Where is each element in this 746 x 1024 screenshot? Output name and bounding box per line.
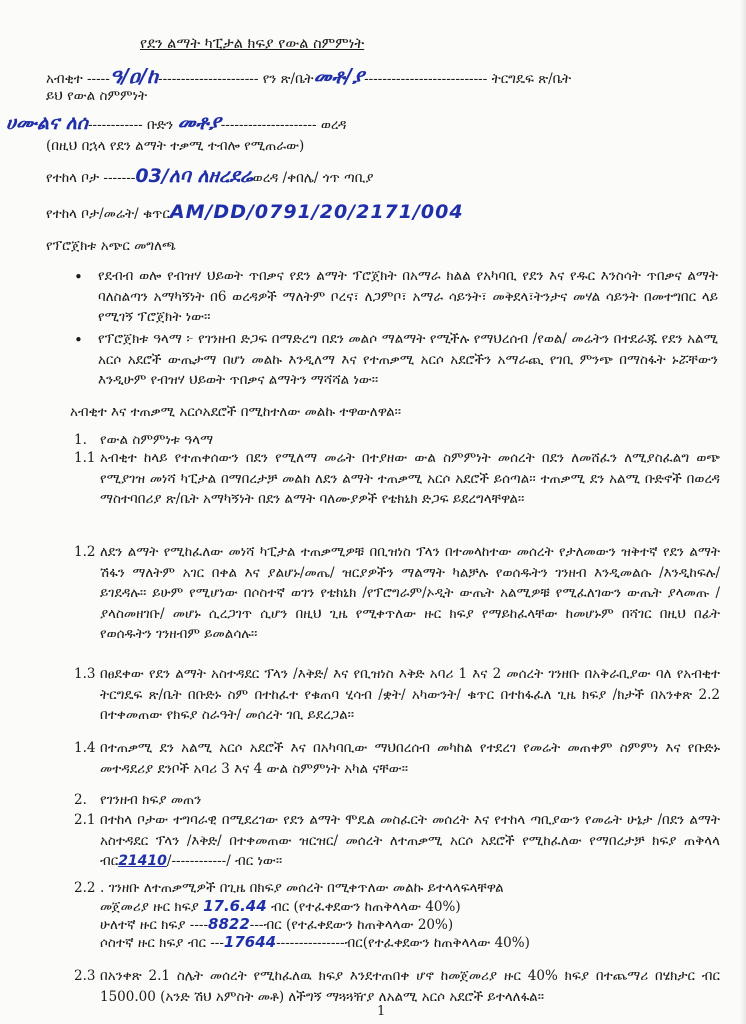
handwritten-amount: 8822 [208,915,250,933]
item-number: 1.2 [74,544,96,560]
label: ወረዳ /ቀበሌ/ ጎጥ ጣቢያ [252,170,374,186]
handwritten-plot-number: AM/DD/0791/20/2171/004 [169,201,464,223]
section-item: በተጠቃሚ ደን አልሚ አርሶ አደሮች እና በአካባቢው ማህበረሰብ መካከል የተደረገ የመሬት መጠቀም ስምምነ እና የቡድኑ መተዳደሪያ ደንቦች አባሪ 3 እና 4 ውል ስምምነት አካል ናቸው፡፡ [100,740,720,777]
section-item: በአንቀጽ 2.1 ስሌት መሰረት የሚከፈለዉ ክፍያ እንደተጠበቀ ሆኖ ከመጀመሪያ ዙር 40% ክፍያ በተጨማሪ በሄክታር ብር 1500.00 (አንድ ሽህ አምስት መቶ) ለችግኝ ማጓጓዥያ ለአልሚ አርሶ አደሮች ይተላለፋል፡፡ [100,968,720,1005]
bullet-item: የፕሮጀክቱ ዓላማ ፦ የገንዘብ ድጋፍ በማድረግ በደን መልሶ ማልማት የሚችሉ የማህረሰብ /የወል/ መሬትን በተደራጁ የደን አልሚ አርሶ አደሮች ውጤታማ በሆነ መልኩ እንዲለማ እና የተጠቃሚ አርሶ አደሮችን አማራጪ የገቢ ምንጭ በማስፋት ኑሯቸውን እንዲሁም የብዝሃ ህይወት ጥበቃና ልማትን ማሻሻል ነው፡፡ [98,331,718,388]
payment-label: መጀመሪያ ዙር ክፍያ [100,899,199,915]
item-text: በተከላ ቦታው ተግባራዊ በሚደረገው የደን ልማት ሞዴል መስፈርት መሰረት እና የተከላ ጣቢያውን የመሬት ሁኔታ /በደን ልማት አስተዳደር ፕላን /እቅድ/ በተቀመጠው ዝርዝር/ መሰረት ለተጠቃሚ አርሶ አደሮች የሚከፈለው የማበረታቻ ክፍያ ጠቅላላ ብር [100,812,720,869]
item-number: 2.1 [74,812,96,828]
payment-row [100,932,530,953]
payment-label: ሶስተኛ ዙር ክፍያ ብር --- [100,935,224,951]
item-number: 1.4 [74,740,96,756]
section-item: ለደን ልማት የሚከፈለው መነሻ ካፒታል ተጠቃሚዎቹ በቢዝነስ ፕላን በተመላከተው መሰረት የታለመውን ዝቅተኛ የደን ልማት ሽፋን ማለትም አገር በቀል እና ያልሆኑ/መጤ/ ዝርያዎችን ማልማት ካልቻሉ የወሰዱትን ገንዘብ እንዲመልሱ /እንዲከፍሉ/ ይገደዳሉ፡፡ ይሁም የሚሆነው በሶስተኛ ወገን የቴክኒክ /የፕሮግራም/ኦዲት ውጤት አልሚዎቹ የሚፈለገውን ውጤት ያላመጡ /ያላስመዘገቡ/ መሆኑ ሲረጋገጥ ሲሆን በዚህ ጊዜ የሚቀጥለው ዙር ክፍያ የማይከፈላቸው ከመሆኑም በሻገር በዚህ በፊት የወሰዱትን ገንዘብም ይመልሳሉ፡፡ [100,544,720,642]
section-item: አብቂተ ከላይ የተጠቀሰውን በደን የሚለማ መሬት በተያዘው ውል ስምምነት መሰረት በደን ለመሸፈን ለሚያስፈልግ ወጭ የሚያገዝ መነሻ ካፒታል በማበረታቻ መልክ ለደን ልማት ተጠቃሚ አርሶ አደሮች ይሰጣል፡፡ ተጠቃሚ ደን አልሚ ቡድኖች በወረዳ ማስተባበሪያ ጽ/ቤት አማካኝነት በደን ልማት ባለሙያዎች የቴክኒክ ድጋፍ ይደረግላቸዋል፡፡ [100,450,720,507]
section-heading: የውል ስምምነቱ ዓላማ [100,432,214,448]
page-number: 1 [377,1004,386,1019]
handwritten-name: ሀሙልና ለሰ [6,112,88,134]
intro-line: አብቂተ እና ተጠቃሚ አርሶአደሮች በሚከተለው መልኩ ተዋውለዋል፡፡ [70,404,402,420]
item-number: 2.2 [74,880,96,896]
label: የተከላ ቦታ ------- [46,170,136,186]
section-number: 1. [74,432,87,448]
scan-edge-shadow [740,0,746,1024]
project-summary-heading: የፕሮጀክቱ አጭር መግለጫ [46,238,176,254]
bullet-item: የደብብ ወሎ የብዝሃ ህይወት ጥበቃና የደን ልማት ፕሮጀክት በአማራ ክልል የአካባቢ የደን እና የዱር እንስሳት ጥበቃና ልማት ባለስልጣን አማካኝነት በ6 ወረዳዎች ማለትም ቦረና፣ ለጋምቦ፣ አማራ ሳይንት፣ መቅደላ፣ትንታና መሃል ሳይንት በመተግበር ላይ የሚገኝ ፕሮጀክት ነው፡፡ [98,268,718,325]
label: ---------------------- የን ጽ/ቤት [158,71,314,87]
payment-note: ---ብር (የተፈቀደውን ከጠቅላላው 20%) [249,917,454,933]
item-number: 1.1 [74,450,96,466]
section-item: . ገንዘቡ ለተጠቃሚዎች በጊዜ በክፍያ መሰረት በሚቀጥለው መልኩ ይተላላፍላቸዋል [100,880,504,896]
handwritten-amount: 17.6.44 [203,897,267,915]
label: የተከላ ቦታ/መሬት/ ቁጥር [46,206,170,222]
header-line-3 [6,112,346,135]
header-line-5 [46,166,374,188]
document-title: የደን ልማት ካፒታል ክፍያ የውል ስምምነት [140,36,365,52]
section-heading: የገንዘብ ክፍያ መጠን [100,792,202,808]
payment-note: ብር (የተፈቀደውን ከጠቅላላው 40%) [270,899,461,915]
payment-label: ሁለተኛ ዙር ክፍያ ---- [100,917,209,933]
handwritten-group: መቶያ [177,110,221,134]
section-item: በፀደቀው የደን ልማት አስተዳደር ፕላን /እቅድ/ እና የቢዝነስ እቅድ አባሪ 1 እና 2 መሰረት ገንዘቡ በአቅራቢያው ባለ የአብቂተ ትርግዴፍ ጽ/ቤት በቡድኑ ስም በተከፈተ የቁጠባ ሂሳብ /ቋት/ አካውንት/ ቁጥር በተከፋፈለ ጊዜ ክፍያ /ክታች በአንቀጽ 2.2 በተቀመጠው የክፍያ ስራዓት/ መሰረት ገቢ ይደረጋል፡፡ [100,666,720,723]
label: አብቂተ ----- [46,71,110,87]
item-number: 2.3 [74,968,96,984]
header-line-6 [46,202,464,224]
label: ------------ ቡድን [87,117,174,133]
item-text: /------------/ ብር ነው፡፡ [166,853,283,869]
handwritten-location: 03/ለባ ለዘረደሬ [135,165,253,187]
handwritten-place: መቶ/ያ [313,64,365,88]
section-item [100,810,720,872]
section-number: 2. [74,792,87,808]
handwritten-amount: 17644 [223,933,277,951]
handwritten-amount: 21410 [118,853,167,869]
handwritten-date: ዓ/ዐ/ከ [109,64,159,88]
bullet-icon: • [74,268,83,286]
label: --------------------- ወረዳ [220,117,347,133]
label: --------------------------- ትርግዴፍ ጽ/ቤት [364,71,572,87]
bullet-icon: • [74,331,83,349]
header-line-4: (በዚህ በኋላ የደን ልማት ተቃሚ ተብሎ የሚጠራው) [46,138,305,154]
payment-note: ---------------ብር(የተፈቀደውን ከጠቅላላው 40%) [276,935,530,951]
header-line-2: ይህ የውል ስምምነት [46,88,148,104]
item-number: 1.3 [74,666,96,682]
